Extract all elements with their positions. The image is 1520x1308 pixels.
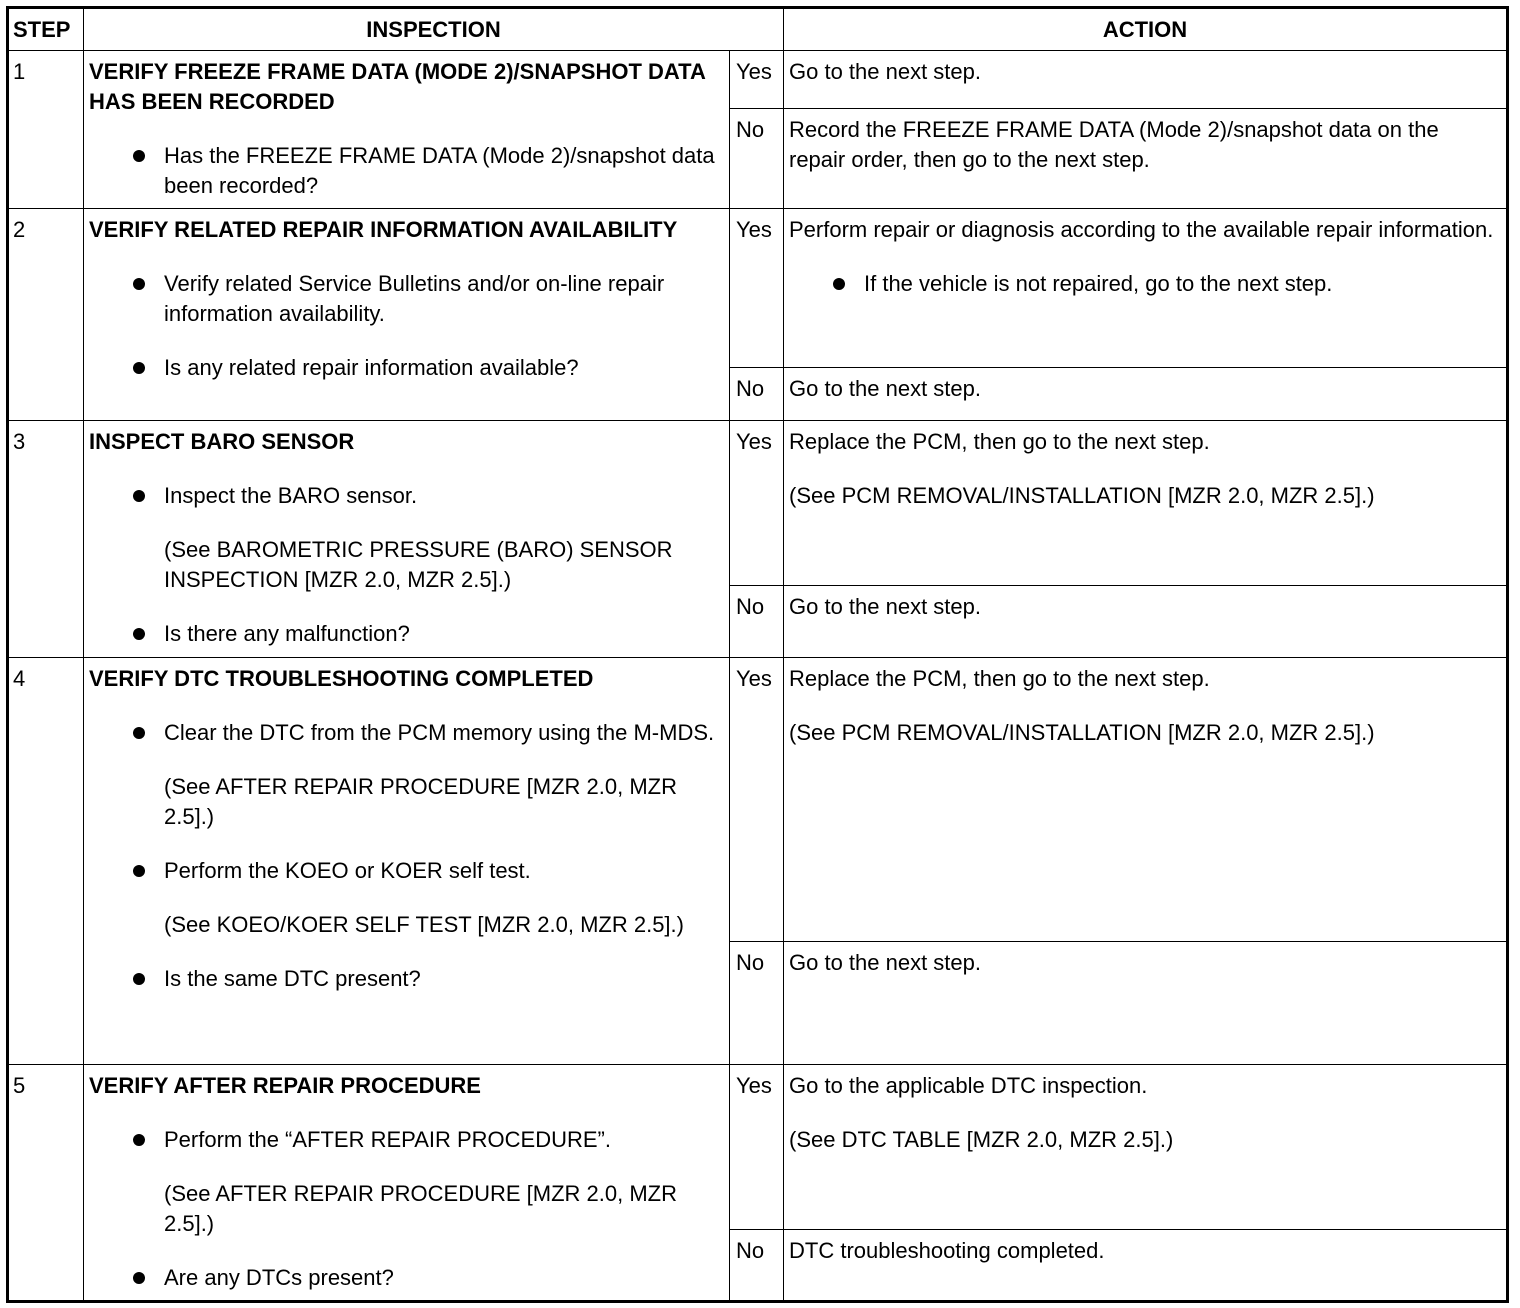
inspection-note: (See AFTER REPAIR PROCEDURE [MZR 2.0, MZR 2.5].) [164, 774, 678, 829]
no-label: No [730, 109, 784, 209]
yes-action-note: (See DTC TABLE [MZR 2.0, MZR 2.5].) [789, 1127, 1174, 1152]
step-2-yes-row [8, 209, 1508, 368]
yes-label: Yes [730, 51, 784, 109]
header-action: ACTION [784, 8, 1508, 51]
no-label: No [730, 942, 784, 1065]
step-title: VERIFY DTC TROUBLESHOOTING COMPLETED [89, 666, 594, 691]
no-label: No [730, 1230, 784, 1302]
step-inspection [84, 51, 730, 209]
no-action: Go to the next step. [784, 368, 1508, 421]
action-item: If the vehicle is not repaired, go to the next step. [789, 269, 1501, 299]
inspection-item: Verify related Service Bulletins and/or on-line repair information availability. [89, 269, 724, 329]
step-number: 2 [8, 209, 84, 421]
yes-label: Yes [730, 1065, 784, 1230]
step-inspection [84, 209, 730, 421]
step-title: VERIFY FREEZE FRAME DATA (MODE 2)/SNAPSHOT DATA HAS BEEN RECORDED [89, 59, 706, 114]
step-title: VERIFY RELATED REPAIR INFORMATION AVAILABILITY [89, 217, 678, 242]
step-5-yes-row [8, 1065, 1508, 1230]
yes-action [784, 658, 1508, 942]
step-number: 5 [8, 1065, 84, 1302]
no-action: DTC troubleshooting completed. [784, 1230, 1508, 1302]
yes-action [784, 1065, 1508, 1230]
yes-action [784, 421, 1508, 586]
inspection-item: Perform the “AFTER REPAIR PROCEDURE”. [89, 1125, 724, 1155]
inspection-item: Inspect the BARO sensor. [89, 481, 724, 511]
inspection-item: Is there any malfunction? [89, 619, 724, 649]
yes-action-note: (See PCM REMOVAL/INSTALLATION [MZR 2.0, MZR 2.5].) [789, 720, 1375, 745]
no-label: No [730, 368, 784, 421]
header-inspection: INSPECTION [84, 8, 784, 51]
no-action: Go to the next step. [784, 586, 1508, 658]
yes-action [784, 209, 1508, 368]
yes-action-text: Replace the PCM, then go to the next step. [789, 429, 1210, 454]
step-inspection [84, 421, 730, 658]
inspection-item: Is any related repair information available? [89, 353, 724, 383]
inspection-note: (See BAROMETRIC PRESSURE (BARO) SENSOR INSPECTION [MZR 2.0, MZR 2.5].) [164, 537, 673, 592]
step-title: VERIFY AFTER REPAIR PROCEDURE [89, 1073, 481, 1098]
inspection-item: Has the FREEZE FRAME DATA (Mode 2)/snapshot data been recorded? [89, 141, 724, 201]
inspection-item: Clear the DTC from the PCM memory using the M-MDS. [89, 718, 724, 748]
step-1-yes-row [8, 51, 1508, 109]
no-action: Go to the next step. [784, 942, 1508, 1065]
step-number: 3 [8, 421, 84, 658]
step-number: 4 [8, 658, 84, 1065]
header-step: STEP [8, 8, 84, 51]
yes-label: Yes [730, 209, 784, 368]
yes-action-text: Replace the PCM, then go to the next step. [789, 666, 1210, 691]
inspection-note: (See AFTER REPAIR PROCEDURE [MZR 2.0, MZR 2.5].) [164, 1181, 678, 1236]
yes-action: Go to the next step. [784, 51, 1508, 109]
step-inspection [84, 1065, 730, 1302]
yes-label: Yes [730, 658, 784, 942]
yes-action-text: Perform repair or diagnosis according to the available repair information. [789, 217, 1494, 242]
inspection-item: Are any DTCs present? [89, 1263, 724, 1293]
step-title: INSPECT BARO SENSOR [89, 429, 355, 454]
no-label: No [730, 586, 784, 658]
step-3-yes-row [8, 421, 1508, 586]
inspection-item: Perform the KOEO or KOER self test. [89, 856, 724, 886]
step-number: 1 [8, 51, 84, 209]
diagnostic-table [6, 6, 1509, 1303]
inspection-item: Is the same DTC present? [89, 964, 724, 994]
step-inspection [84, 658, 730, 1065]
yes-action-text: Go to the applicable DTC inspection. [789, 1073, 1148, 1098]
yes-action-note: (See PCM REMOVAL/INSTALLATION [MZR 2.0, MZR 2.5].) [789, 483, 1375, 508]
no-action: Record the FREEZE FRAME DATA (Mode 2)/snapshot data on the repair order, then go to the next step. [784, 109, 1508, 209]
inspection-note: (See KOEO/KOER SELF TEST [MZR 2.0, MZR 2.5].) [164, 912, 684, 937]
yes-label: Yes [730, 421, 784, 586]
step-4-yes-row [8, 658, 1508, 942]
header-row [8, 8, 1508, 51]
